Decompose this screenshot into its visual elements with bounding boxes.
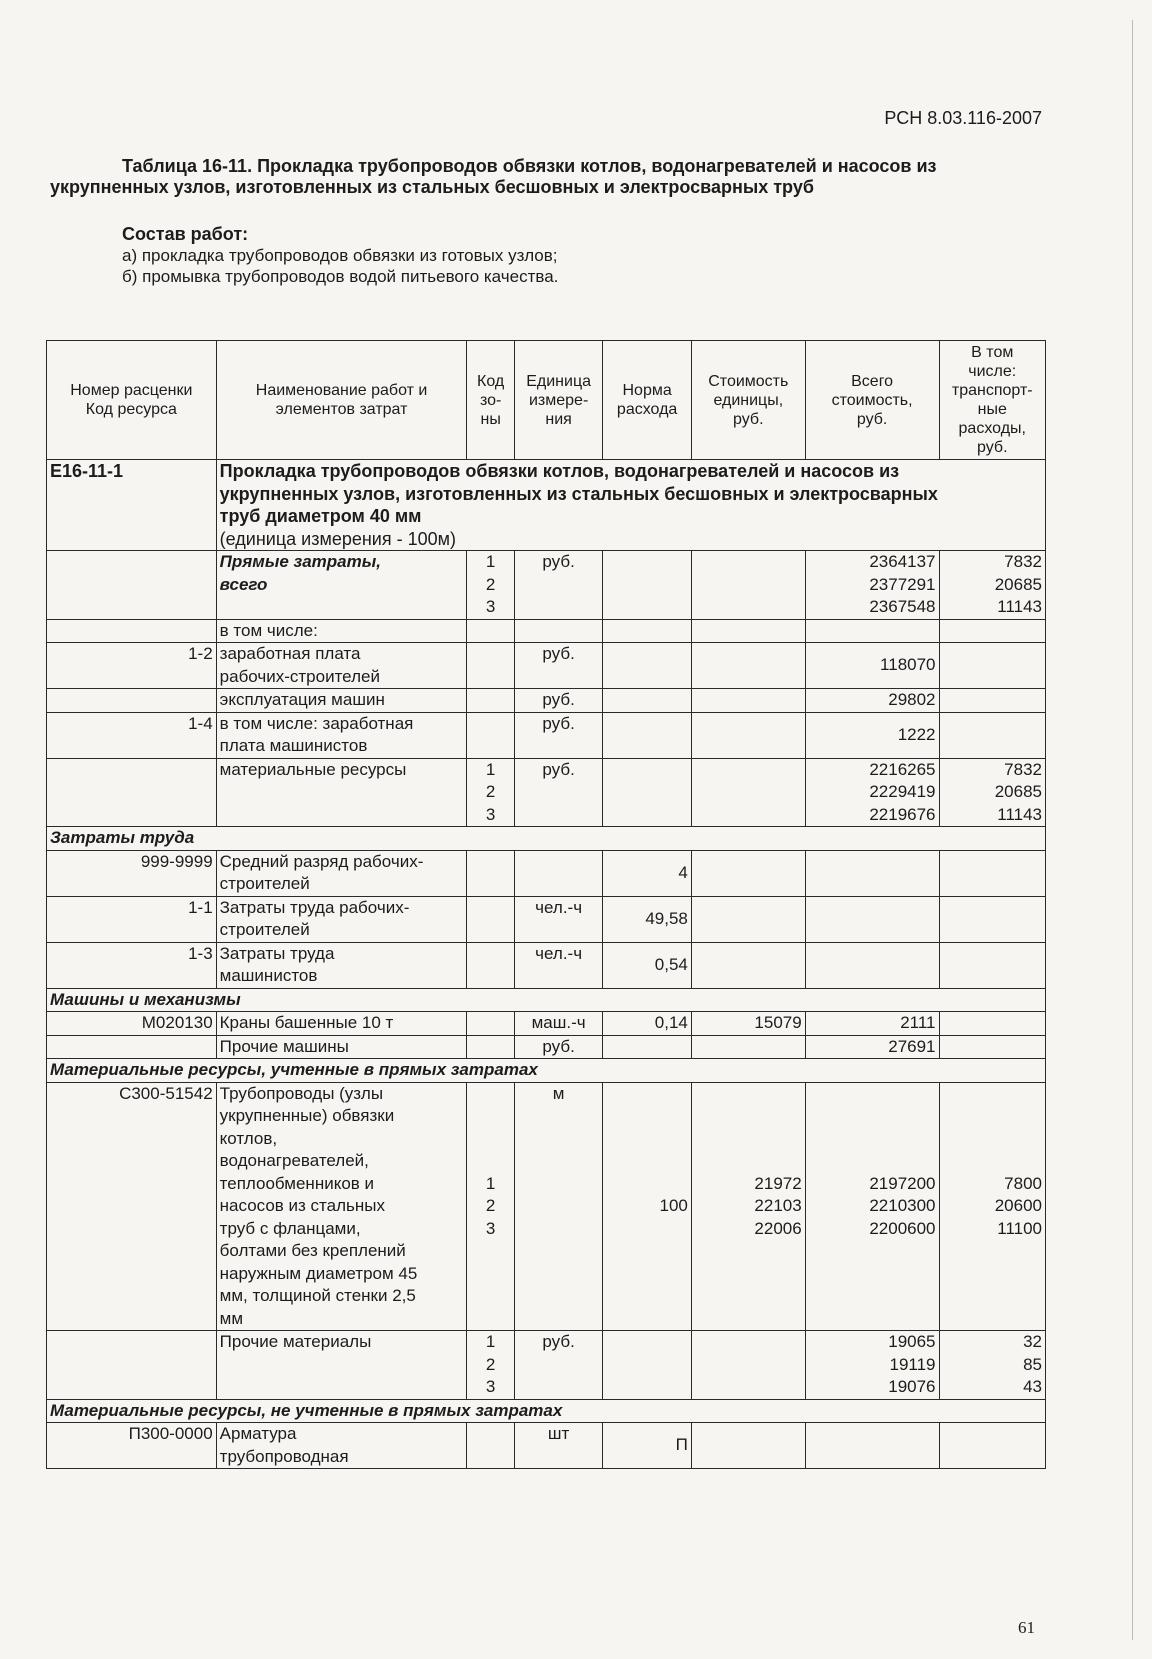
cell-line: 2219676 [869, 804, 936, 824]
cell-line: водонагревателей, [219, 1151, 369, 1170]
table-cell: Прочие машины [216, 1035, 467, 1059]
table-cell [805, 1423, 939, 1469]
cell-line: 2200600 [869, 1218, 936, 1238]
cell-line: 1 [485, 552, 496, 571]
table-cell: м [514, 1082, 603, 1331]
header-row [47, 341, 1046, 460]
table-cell: руб. [514, 758, 603, 827]
works-item: б) промывка трубопроводов водой питьевого качества. [122, 267, 559, 286]
cell-line: Средний разряд рабочих- [219, 851, 424, 871]
table-cell: руб. [514, 689, 603, 713]
table-row [47, 643, 1046, 689]
table-cell [939, 942, 1045, 988]
table-cell [691, 896, 805, 942]
cell-line: 20685 [994, 782, 1042, 801]
table-cell [467, 758, 514, 827]
cell-line: укрупненные) обвязки [219, 1106, 395, 1125]
table-cell: 1-1 [47, 896, 217, 942]
table-cell: 1222 [805, 712, 939, 758]
table-cell [603, 1331, 692, 1400]
table-cell [939, 758, 1045, 827]
table-cell: руб. [514, 551, 603, 620]
cell-line: Трубопроводы (узлы [219, 1083, 384, 1103]
table-row [47, 896, 1046, 942]
table-cell [939, 1012, 1045, 1036]
col-total-header [805, 341, 939, 460]
table-row [47, 1331, 1046, 1400]
table-cell [939, 551, 1045, 620]
cell-line: 19119 [889, 1354, 936, 1374]
works-item: а) прокладка трубопроводов обвязки из готовых узлов; [122, 246, 558, 265]
cell-line: трубопроводная [219, 1446, 349, 1466]
cell-line: Единица [526, 372, 591, 390]
table-cell: М020130 [47, 1012, 217, 1036]
table-cell [691, 619, 805, 643]
cell-line: Номер расценки [70, 382, 193, 399]
cell-line: измере- [528, 391, 589, 409]
table-cell [691, 850, 805, 896]
table-title-line-2: укрупненных узлов, изготовленных из стальных бесшовных и электросварных труб [50, 177, 814, 197]
col-unit-cost-header [691, 341, 805, 460]
table-cell [805, 942, 939, 988]
cell-line: 20600 [994, 1196, 1042, 1215]
cell-line: насосов из стальных [219, 1196, 385, 1215]
direct-costs-label [216, 551, 467, 620]
table-cell [691, 551, 805, 620]
table-cell [467, 712, 514, 758]
table-cell [514, 850, 603, 896]
table-cell: Прочие материалы [216, 1331, 467, 1400]
cell-line: всего [219, 574, 268, 594]
cell-line: 85 [1023, 1354, 1042, 1374]
cell-line: 3 [485, 1218, 496, 1238]
cell-line: 2377291 [869, 574, 936, 594]
table-cell [805, 896, 939, 942]
cell-line: наружным диаметром 45 [219, 1263, 418, 1283]
table-cell [603, 758, 692, 827]
table-cell: маш.-ч [514, 1012, 603, 1036]
cell-line: стоимость, [831, 391, 913, 409]
table-cell: 999-9999 [47, 850, 217, 896]
table-cell [47, 1035, 217, 1059]
table-cell [805, 619, 939, 643]
table-cell [216, 1423, 467, 1469]
cell-line: Арматура [219, 1424, 297, 1443]
col-zone-header [467, 341, 514, 460]
cell-line: Всего [851, 372, 894, 390]
cell-line: 11143 [997, 804, 1042, 824]
table-cell [939, 1082, 1045, 1331]
table-cell [467, 942, 514, 988]
cell-line: Наименование работ и [255, 382, 428, 399]
table-cell: материальные ресурсы [216, 758, 467, 827]
cell-line: 1 [485, 1332, 496, 1351]
cell-line: строителей [219, 874, 310, 893]
document-code: РСН 8.03.116-2007 [884, 108, 1042, 128]
cell-line: заработная плата [219, 644, 361, 663]
table-cell [467, 850, 514, 896]
table-cell [603, 712, 692, 758]
table-cell [603, 689, 692, 713]
col-code-header [47, 341, 217, 460]
table-cell: 1-4 [47, 712, 217, 758]
table-cell [603, 619, 692, 643]
cell-line: 2364137 [869, 552, 936, 571]
table-cell [603, 643, 692, 689]
cell-line: руб. [977, 439, 1008, 456]
table-cell [47, 619, 217, 643]
cell-line: 3 [485, 597, 496, 616]
table-row [47, 1082, 1046, 1331]
cell-line: труб с фланцами, [219, 1218, 361, 1238]
cell-line: 1 [485, 759, 496, 779]
cell-line: Прокладка трубопроводов обвязки котлов, водонагревателей и насосов из [219, 461, 900, 481]
section-row [47, 988, 1046, 1012]
table-cell: 27691 [805, 1035, 939, 1059]
cell-line: мм [219, 1308, 244, 1328]
table-cell [216, 643, 467, 689]
table-cell [467, 643, 514, 689]
cell-line: 2 [485, 1354, 496, 1374]
table-cell [939, 619, 1045, 643]
table-cell: Краны башенные 10 т [216, 1012, 467, 1036]
table-cell [691, 712, 805, 758]
table-cell [691, 1331, 805, 1400]
table-cell [603, 551, 692, 620]
norm-table [46, 340, 1046, 1469]
table-cell [216, 896, 467, 942]
works-composition [122, 224, 558, 287]
table-cell: 0,14 [603, 1012, 692, 1036]
table-cell [939, 643, 1045, 689]
table-cell [939, 689, 1045, 713]
cell-line: Затраты труда [219, 943, 335, 963]
cell-line: Код [477, 372, 505, 390]
table-row [47, 551, 1046, 620]
cell-line: В том [971, 344, 1014, 361]
table-title [50, 156, 1050, 198]
table-cell [216, 712, 467, 758]
table-cell: 1-2 [47, 643, 217, 689]
cell-line: строителей [219, 920, 310, 939]
page-number: 61 [1018, 1618, 1035, 1637]
cell-line: 1 [485, 1173, 496, 1193]
table-cell [514, 619, 603, 643]
cell-line: плата машинистов [219, 736, 368, 755]
cell-line: в том числе: заработная [219, 713, 414, 733]
table-cell [805, 551, 939, 620]
section-row [47, 1399, 1046, 1423]
table-cell [939, 1035, 1045, 1059]
cell-line: Затраты труда рабочих- [219, 897, 410, 917]
cell-line: транспорт- [951, 382, 1033, 399]
works-heading: Состав работ: [122, 224, 249, 244]
table-cell: П [603, 1423, 692, 1469]
cell-line: 43 [1023, 1377, 1042, 1396]
cell-line: 19065 [888, 1332, 936, 1351]
table-title-line-1: Таблица 16-11. Прокладка трубопроводов обвязки котлов, водонагревателей и насосов из [122, 156, 937, 176]
cell-line: 7832 [1004, 759, 1042, 779]
table-cell [467, 1035, 514, 1059]
table-cell [939, 1331, 1045, 1400]
table-cell: 0,54 [603, 942, 692, 988]
table-cell: в том числе: [216, 619, 467, 643]
table-cell: 49,58 [603, 896, 692, 942]
table-cell [467, 1012, 514, 1036]
table-row [47, 942, 1046, 988]
cell-line: 19076 [888, 1377, 936, 1396]
rate-unit-note: (единица измерения - 100м) [219, 528, 456, 549]
cell-line: руб. [856, 410, 888, 428]
table-cell [467, 1331, 514, 1400]
cell-line: Код ресурса [85, 401, 177, 418]
table-cell [467, 689, 514, 713]
table-cell [216, 942, 467, 988]
table-cell: С300-51542 [47, 1082, 217, 1331]
cell-line: числе: [968, 363, 1017, 380]
table-cell [467, 896, 514, 942]
table-cell [691, 1082, 805, 1331]
table-cell: 1-3 [47, 942, 217, 988]
table-cell [691, 643, 805, 689]
cell-line: 7832 [1004, 552, 1042, 571]
section-row [47, 1059, 1046, 1083]
table-row [47, 758, 1046, 827]
cell-line: рабочих-строителей [219, 666, 380, 686]
cell-line: 7800 [1004, 1173, 1042, 1193]
margin-rule [1132, 20, 1133, 1640]
table-cell [805, 758, 939, 827]
section-materials-included: Материальные ресурсы, учтенные в прямых затратах [47, 1059, 1046, 1083]
cell-line: единицы, [713, 391, 784, 409]
table-cell [939, 712, 1045, 758]
cell-line: ные [977, 401, 1007, 418]
cell-line: теплообменников и [219, 1173, 375, 1193]
table-row [47, 1012, 1046, 1036]
table-cell [603, 1035, 692, 1059]
col-norm-header [603, 341, 692, 460]
cell-line: 2210300 [869, 1196, 936, 1215]
table-cell [216, 850, 467, 896]
cell-line: укрупненных узлов, изготовленных из стальных бесшовных и электросварных [219, 483, 938, 504]
cell-line: болтами без креплений [219, 1241, 406, 1260]
table-cell [691, 942, 805, 988]
table-cell: чел.-ч [514, 896, 603, 942]
table-cell: руб. [514, 1035, 603, 1059]
cell-line: Стоимость [708, 372, 789, 390]
cell-line: 3 [485, 1377, 496, 1396]
cell-line: 11100 [997, 1218, 1042, 1238]
table-cell [805, 850, 939, 896]
cell-line: 2229419 [869, 782, 936, 801]
table-cell: 2111 [805, 1012, 939, 1036]
table-cell: руб. [514, 643, 603, 689]
cell-line: мм, толщиной стенки 2,5 [219, 1286, 416, 1305]
table-row [47, 689, 1046, 713]
table-cell [47, 551, 217, 620]
table-cell: руб. [514, 1331, 603, 1400]
table-cell [467, 1423, 514, 1469]
cell-line: ния [545, 410, 572, 428]
cell-line: 11143 [997, 597, 1042, 616]
table-cell [467, 619, 514, 643]
cell-line: 21972 [754, 1173, 802, 1193]
cell-line: ны [480, 410, 501, 428]
table-cell [691, 689, 805, 713]
table-cell: 29802 [805, 689, 939, 713]
table-cell [691, 758, 805, 827]
col-transport-header [939, 341, 1045, 460]
table-cell: П300-0000 [47, 1423, 217, 1469]
cell-line: Прямые затраты, [219, 552, 381, 571]
cell-line: 2367548 [869, 597, 936, 616]
table-cell [467, 1082, 514, 1331]
cell-line: 2 [485, 574, 496, 594]
rate-row [47, 460, 1046, 551]
table-cell [805, 1331, 939, 1400]
rate-title [216, 460, 1045, 551]
table-cell [691, 1423, 805, 1469]
table-cell: чел.-ч [514, 942, 603, 988]
table-cell: 100 [603, 1082, 692, 1331]
table-cell: эксплуатация машин [216, 689, 467, 713]
table-cell: руб. [514, 712, 603, 758]
cell-line: руб. [733, 410, 764, 428]
cell-line: машинистов [219, 966, 318, 985]
table-cell [939, 1423, 1045, 1469]
col-name-header [216, 341, 467, 460]
table-row [47, 1423, 1046, 1469]
cell-line: 2 [485, 1196, 496, 1215]
section-row [47, 827, 1046, 851]
cell-line: 22006 [754, 1218, 802, 1238]
cell-line: расходы, [958, 420, 1026, 437]
cell-line: 2216265 [869, 759, 936, 779]
section-materials-excluded: Материальные ресурсы, не учтенные в прямых затратах [47, 1399, 1046, 1423]
cell-line: котлов, [219, 1128, 278, 1148]
cell-line: зо- [479, 391, 502, 409]
cell-line: 22103 [754, 1196, 802, 1215]
cell-line: Норма [622, 382, 672, 399]
section-labor: Затраты труда [47, 827, 1046, 851]
table-cell [805, 1082, 939, 1331]
cell-line: труб диаметром 40 мм [219, 506, 422, 526]
cell-line: расхода [616, 401, 678, 418]
table-cell [47, 758, 217, 827]
table-row [47, 850, 1046, 896]
cell-line: 2 [485, 782, 496, 801]
col-unit-header [514, 341, 603, 460]
cell-line: элементов затрат [275, 401, 408, 418]
table-row [47, 619, 1046, 643]
table-cell: 4 [603, 850, 692, 896]
table-cell: 15079 [691, 1012, 805, 1036]
cell-line: 3 [485, 804, 496, 824]
table-cell [47, 1331, 217, 1400]
table-row [47, 1035, 1046, 1059]
cell-line: 2197200 [869, 1173, 936, 1193]
rate-code: Е16-11-1 [47, 460, 217, 551]
table-cell [939, 896, 1045, 942]
table-cell [467, 551, 514, 620]
cell-line: 32 [1023, 1332, 1042, 1351]
table-cell [691, 1035, 805, 1059]
table-cell [939, 850, 1045, 896]
table-row [47, 712, 1046, 758]
table-cell: шт [514, 1423, 603, 1469]
table-cell: 118070 [805, 643, 939, 689]
table-cell [47, 689, 217, 713]
cell-line: 20685 [994, 574, 1042, 594]
section-machines: Машины и механизмы [47, 988, 1046, 1012]
table-cell [216, 1082, 467, 1331]
